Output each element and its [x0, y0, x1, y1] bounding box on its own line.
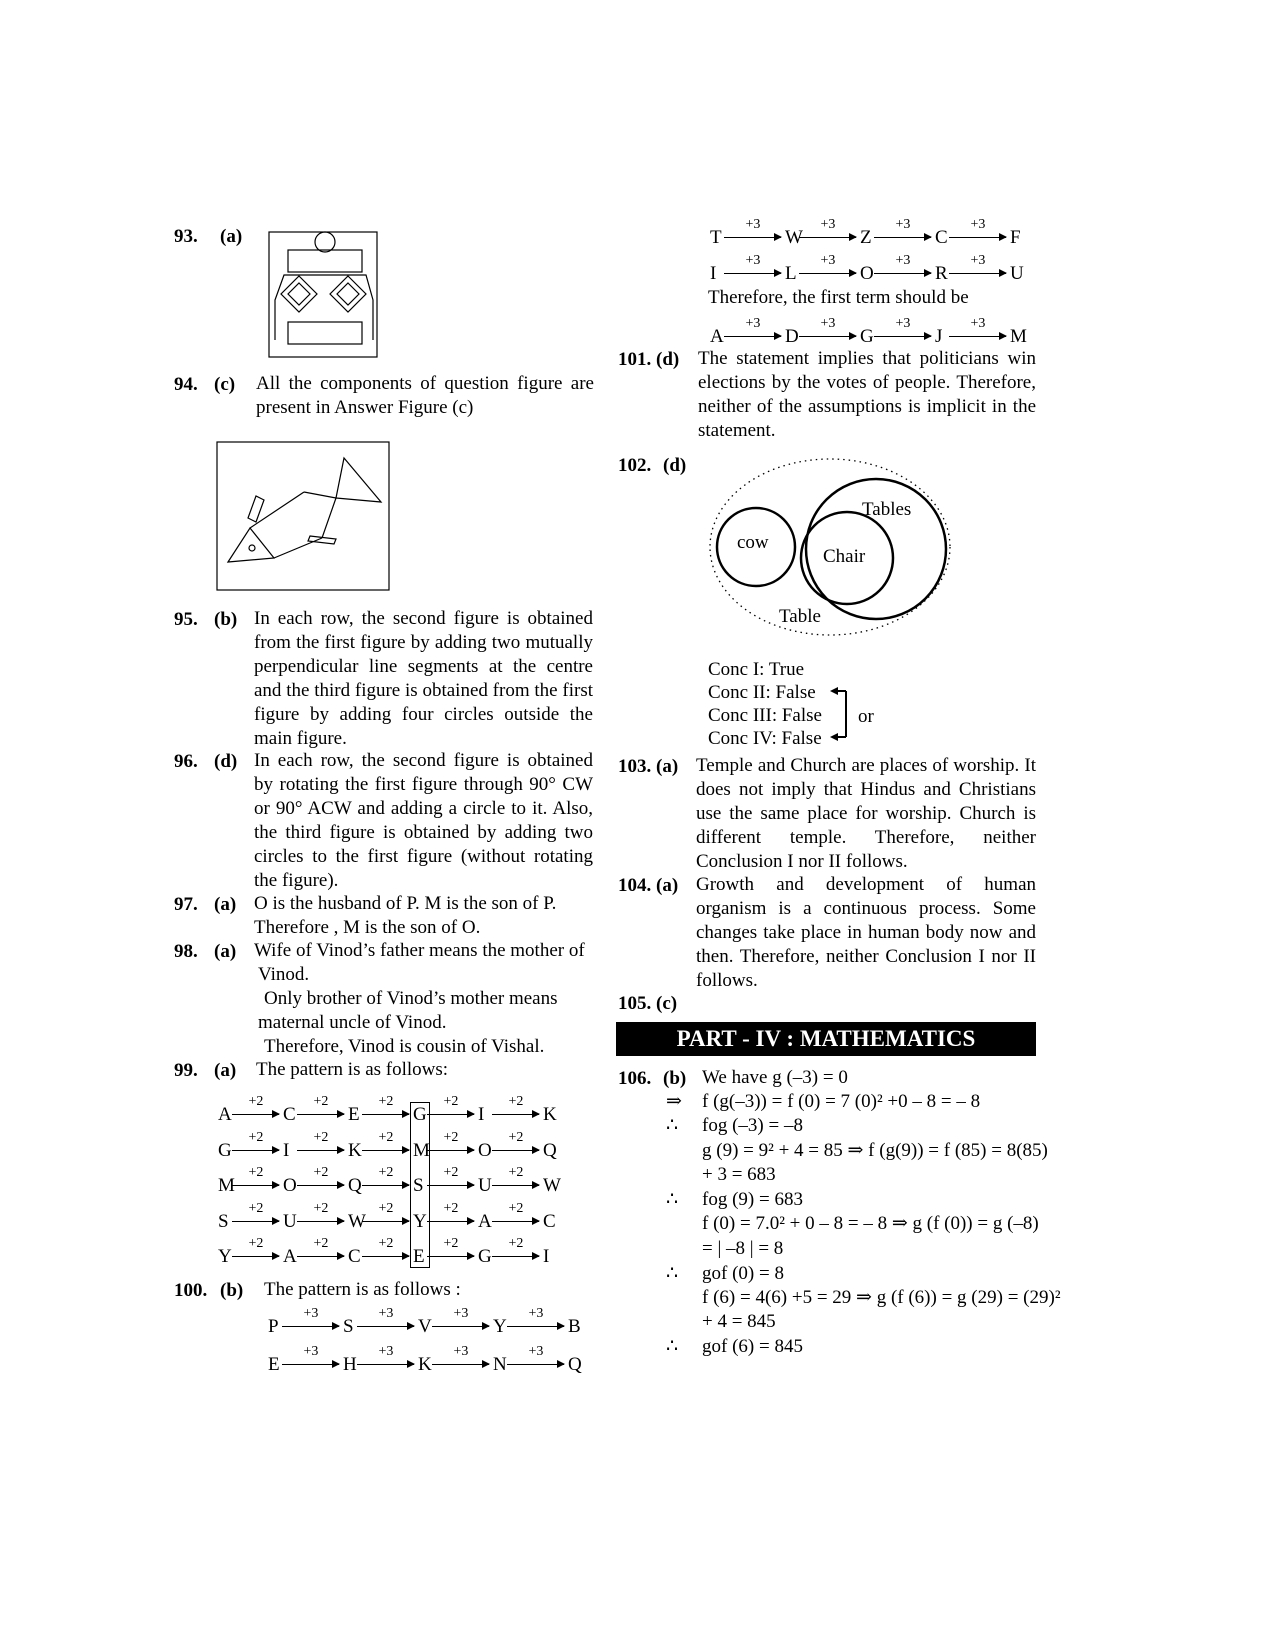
q106-line-4: g (9) = 9² + 4 = 85 ⇒ f (g(9)) = f (85) = 8(85): [702, 1140, 1048, 1161]
series-letter: A: [478, 1210, 492, 1232]
step-label: +2: [313, 1200, 329, 1216]
series-letter: D: [785, 326, 799, 347]
q98-number: 98.: [174, 941, 198, 962]
q95-number: 95.: [174, 609, 198, 630]
series-letter: M: [218, 1175, 235, 1196]
step-label: +2: [248, 1236, 264, 1251]
q106-line-5: + 3 = 683: [702, 1164, 776, 1185]
step-label: +2: [508, 1165, 524, 1180]
arrow-icon: [362, 1185, 409, 1186]
q97-line-2: Therefore , M is the son of O.: [254, 917, 481, 938]
q105-number: 105. (c): [618, 993, 678, 1014]
step-label: +2: [248, 1094, 264, 1109]
arrow-icon: [232, 1114, 279, 1115]
step-label: +2: [508, 1129, 524, 1145]
series-letter: F: [1010, 227, 1021, 248]
venn-tables-label: Tables: [862, 499, 912, 520]
part-iv-heading: PART - IV : MATHEMATICS: [616, 1022, 1036, 1056]
step-label: +3: [745, 217, 761, 232]
q96-explanation: In each row, the second figure is obtained by rotating the first figure through 90° CW or 90° ACW and adding a circle to it. Also, the third figure is obtained by adding two circles to the first figure (without rotating the figure).: [254, 750, 593, 891]
q106-line-1: We have g (–3) = 0: [702, 1067, 848, 1088]
series-letter: T: [710, 227, 722, 248]
step-label: +3: [820, 253, 836, 268]
q106-line-9: gof (0) = 8: [702, 1263, 784, 1284]
q106-line-12: gof (6) = 845: [702, 1336, 803, 1357]
or-bracket: [830, 683, 854, 751]
series-letter: K: [348, 1139, 362, 1161]
q102-answer: (d): [663, 455, 687, 476]
q106-line-2: f (g(–3)) = f (0) = 7 (0)² +0 – 8 = – 8: [702, 1091, 981, 1112]
arrow-icon: [799, 273, 856, 274]
series-letter: S: [343, 1316, 354, 1337]
step-label: +3: [820, 316, 836, 331]
q106-line-6: fog (9) = 683: [702, 1189, 803, 1210]
series-letter: Q: [348, 1175, 362, 1196]
q94-fish-figure: [216, 440, 391, 598]
q99-number: 99.: [174, 1060, 198, 1081]
series-letter: C: [283, 1104, 296, 1125]
series-letter: N: [493, 1354, 507, 1375]
series-letter: I: [283, 1139, 290, 1161]
series-letter: E: [413, 1246, 425, 1267]
arrow-icon: [492, 1185, 539, 1186]
q106-line-10: f (6) = 4(6) +5 = 29 ⇒ g (f (6)) = g (29) = (29)²: [702, 1287, 1061, 1308]
step-label: +3: [970, 316, 986, 331]
step-label: +2: [443, 1165, 459, 1180]
series-letter: M: [413, 1139, 430, 1161]
arrow-icon: [232, 1185, 279, 1186]
q104-number: 104. (a): [618, 875, 679, 896]
arrow-icon: [799, 237, 856, 238]
step-label: +3: [895, 217, 911, 232]
step-label: +2: [313, 1165, 329, 1180]
arrow-icon: [507, 1364, 564, 1365]
series-letter: S: [218, 1210, 229, 1232]
arrow-icon: [357, 1326, 414, 1327]
arrow-icon: [427, 1185, 474, 1186]
q94-explanation: All the components of question figure are present in Answer Figure (c): [256, 373, 594, 418]
series-letter: C: [543, 1210, 556, 1232]
arrow-icon: [799, 336, 856, 337]
step-label: +2: [508, 1094, 524, 1109]
step-label: +2: [248, 1129, 264, 1145]
venn-table-label: Table: [779, 606, 821, 627]
series-letter: O: [283, 1175, 297, 1196]
series-letter: G: [860, 326, 874, 347]
series-letter: Q: [543, 1139, 557, 1161]
arrow-icon: [427, 1150, 474, 1151]
arrow-icon: [232, 1256, 279, 1257]
q93-number: 93.: [174, 226, 198, 247]
series-letter: U: [478, 1175, 492, 1196]
venn-cow-label: cow: [737, 532, 769, 553]
series-letter: W: [543, 1175, 561, 1196]
q96-answer: (d): [214, 751, 238, 772]
arrow-icon: [427, 1114, 474, 1115]
step-label: +3: [820, 217, 836, 232]
arrow-icon: [362, 1256, 409, 1257]
q98-line-1: Wife of Vinod’s father means the mother of: [254, 940, 585, 961]
q97-answer: (a): [214, 894, 237, 915]
series-letter: Y: [493, 1316, 507, 1337]
q106-line-8: = | –8 | = 8: [702, 1238, 784, 1259]
series-letter: I: [543, 1246, 550, 1267]
q106-line-11: + 4 = 845: [702, 1311, 776, 1332]
arrow-icon: [949, 237, 1006, 238]
q98-line-2: Vinod.: [258, 964, 310, 985]
step-label: +2: [378, 1094, 394, 1109]
arrow-icon: [427, 1221, 474, 1222]
q95-answer: (b): [214, 609, 238, 630]
implies-symbol: ⇒: [666, 1091, 682, 1112]
series-letter: G: [218, 1139, 232, 1161]
series-letter: M: [1010, 326, 1027, 347]
q93-answer: (a): [220, 226, 243, 247]
arrow-icon: [724, 273, 781, 274]
q98-answer: (a): [214, 941, 237, 962]
arrow-icon: [492, 1150, 539, 1151]
or-label: or: [858, 706, 874, 727]
q106-line-3: fog (–3) = –8: [702, 1115, 803, 1136]
arrow-icon: [874, 336, 931, 337]
series-letter: S: [413, 1175, 424, 1196]
venn-chair-label: Chair: [823, 546, 866, 567]
series-letter: Y: [413, 1210, 427, 1232]
q102-number: 102.: [618, 455, 652, 476]
arrow-icon: [297, 1221, 344, 1222]
q103-number: 103. (a): [618, 756, 679, 777]
arrow-icon: [297, 1150, 344, 1151]
step-label: +2: [313, 1094, 329, 1109]
q100-answer: (b): [220, 1280, 244, 1301]
series-letter: G: [413, 1104, 427, 1125]
series-letter: C: [935, 227, 948, 248]
series-letter: W: [785, 227, 803, 248]
series-letter: B: [568, 1316, 581, 1337]
q93-answer-figure: [268, 230, 380, 366]
series-letter: Y: [218, 1246, 232, 1267]
q98-line-4: maternal uncle of Vinod.: [258, 1012, 447, 1033]
therefore-symbol-4: ∴: [666, 1336, 679, 1357]
series-letter: Q: [568, 1354, 582, 1375]
step-label: +2: [378, 1129, 394, 1145]
series-letter: H: [343, 1354, 357, 1375]
series-letter: O: [478, 1139, 492, 1161]
arrow-icon: [874, 237, 931, 238]
step-label: +2: [443, 1200, 459, 1216]
series-letter: A: [218, 1104, 232, 1125]
arrow-icon: [724, 336, 781, 337]
series-letter: E: [268, 1354, 280, 1375]
arrow-icon: [232, 1150, 279, 1151]
step-label: +2: [248, 1200, 264, 1216]
series-letter: C: [348, 1246, 361, 1267]
arrow-icon: [432, 1364, 489, 1365]
q101-number: 101. (d): [618, 349, 680, 370]
arrow-icon: [432, 1326, 489, 1327]
q99-answer: (a): [214, 1060, 237, 1081]
series-letter: P: [268, 1316, 279, 1337]
q99-intro: The pattern is as follows:: [256, 1059, 449, 1080]
arrow-icon: [297, 1114, 344, 1115]
step-label: +3: [453, 1344, 469, 1359]
q97-line-1: O is the husband of P. M is the son of P.: [254, 893, 557, 914]
q98-line-5: Therefore, Vinod is cousin of Vishal.: [264, 1036, 545, 1057]
q95-explanation: In each row, the second figure is obtained from the first figure by adding two mutually perpendicular line segments at the centre and the third figure is obtained from the first figure by adding four circles outside the main figure.: [254, 608, 593, 749]
step-label: +2: [443, 1129, 459, 1145]
series-letter: R: [935, 263, 948, 284]
step-label: +3: [528, 1344, 544, 1359]
series-letter: Z: [860, 227, 872, 248]
arrow-icon: [507, 1326, 564, 1327]
step-label: +3: [970, 217, 986, 232]
series-letter: A: [710, 326, 724, 347]
q101-explanation: The statement implies that politicians win elections by the votes of people. Therefore, neither of the assumptions is implicit in the statement.: [698, 348, 1036, 441]
step-label: +3: [453, 1306, 469, 1321]
step-label: +2: [313, 1236, 329, 1251]
arrow-icon: [362, 1114, 409, 1115]
step-label: +3: [303, 1344, 319, 1359]
q98-line-3: Only brother of Vinod’s mother means: [264, 988, 558, 1009]
conclusion-3: Conc III: False: [708, 705, 822, 726]
q103-explanation: Temple and Church are places of worship. It does not imply that Hindus and Christians use the same place for worship. Church is different temple. Therefore, neither Conclusion I nor II follows.: [696, 755, 1036, 872]
step-label: +2: [378, 1165, 394, 1180]
series-letter: U: [1010, 263, 1024, 284]
q100-therefore: Therefore, the first term should be: [708, 287, 969, 308]
step-label: +2: [378, 1200, 394, 1216]
step-label: +3: [895, 316, 911, 331]
q94-answer: (c): [214, 374, 236, 395]
step-label: +3: [378, 1306, 394, 1321]
series-letter: G: [478, 1246, 492, 1267]
q106-number: 106.: [618, 1068, 652, 1089]
q96-number: 96.: [174, 751, 198, 772]
series-letter: L: [785, 263, 797, 284]
step-label: +3: [745, 253, 761, 268]
arrow-icon: [297, 1185, 344, 1186]
therefore-symbol-3: ∴: [666, 1263, 679, 1284]
arrow-icon: [949, 336, 1006, 337]
arrow-icon: [297, 1256, 344, 1257]
step-label: +2: [248, 1165, 264, 1180]
arrow-icon: [492, 1221, 539, 1222]
step-label: +3: [895, 253, 911, 268]
q100-intro: The pattern is as follows :: [264, 1279, 461, 1300]
step-label: +2: [378, 1236, 394, 1251]
therefore-symbol-1: ∴: [666, 1115, 679, 1136]
series-letter: I: [710, 263, 717, 284]
series-letter: K: [418, 1354, 432, 1375]
q100-number: 100.: [174, 1280, 208, 1301]
step-label: +3: [303, 1306, 319, 1321]
arrow-icon: [427, 1256, 474, 1257]
step-label: +3: [745, 316, 761, 331]
arrow-icon: [949, 273, 1006, 274]
step-label: +2: [443, 1236, 459, 1251]
arrow-icon: [874, 273, 931, 274]
step-label: +3: [970, 253, 986, 268]
arrow-icon: [357, 1364, 414, 1365]
arrow-icon: [362, 1150, 409, 1151]
step-label: +3: [528, 1306, 544, 1321]
q104-explanation: Growth and development of human organism is a continuous process. Some changes take place in human body now and then. Therefore, neither Conclusion I nor II follows.: [696, 874, 1036, 991]
therefore-symbol-2: ∴: [666, 1189, 679, 1210]
series-letter: K: [543, 1104, 557, 1125]
arrow-icon: [282, 1326, 339, 1327]
series-letter: A: [283, 1246, 297, 1267]
step-label: +2: [443, 1094, 459, 1109]
conclusion-2: Conc II: False: [708, 682, 816, 703]
arrow-icon: [232, 1221, 279, 1222]
q106-answer: (b): [663, 1068, 687, 1089]
series-letter: U: [283, 1210, 297, 1232]
arrow-icon: [724, 237, 781, 238]
conclusion-1: Conc I: True: [708, 659, 805, 680]
series-letter: I: [478, 1104, 485, 1125]
q94-number: 94.: [174, 374, 198, 395]
arrow-icon: [492, 1256, 539, 1257]
step-label: +2: [508, 1200, 524, 1216]
conclusion-4: Conc IV: False: [708, 728, 822, 749]
series-letter: E: [348, 1104, 360, 1125]
step-label: +3: [378, 1344, 394, 1359]
step-label: +2: [313, 1129, 329, 1145]
q106-line-7: f (0) = 7.0² + 0 – 8 = – 8 ⇒ g (f (0)) = g (–8): [702, 1213, 1039, 1234]
series-letter: O: [860, 263, 874, 284]
arrow-icon: [362, 1221, 409, 1222]
step-label: +2: [508, 1236, 524, 1251]
q97-number: 97.: [174, 894, 198, 915]
arrow-icon: [492, 1114, 539, 1115]
series-letter: V: [418, 1316, 432, 1337]
series-letter: J: [935, 326, 943, 347]
series-letter: W: [348, 1210, 366, 1232]
q102-venn-diagram: [705, 455, 955, 640]
arrow-icon: [282, 1364, 339, 1365]
